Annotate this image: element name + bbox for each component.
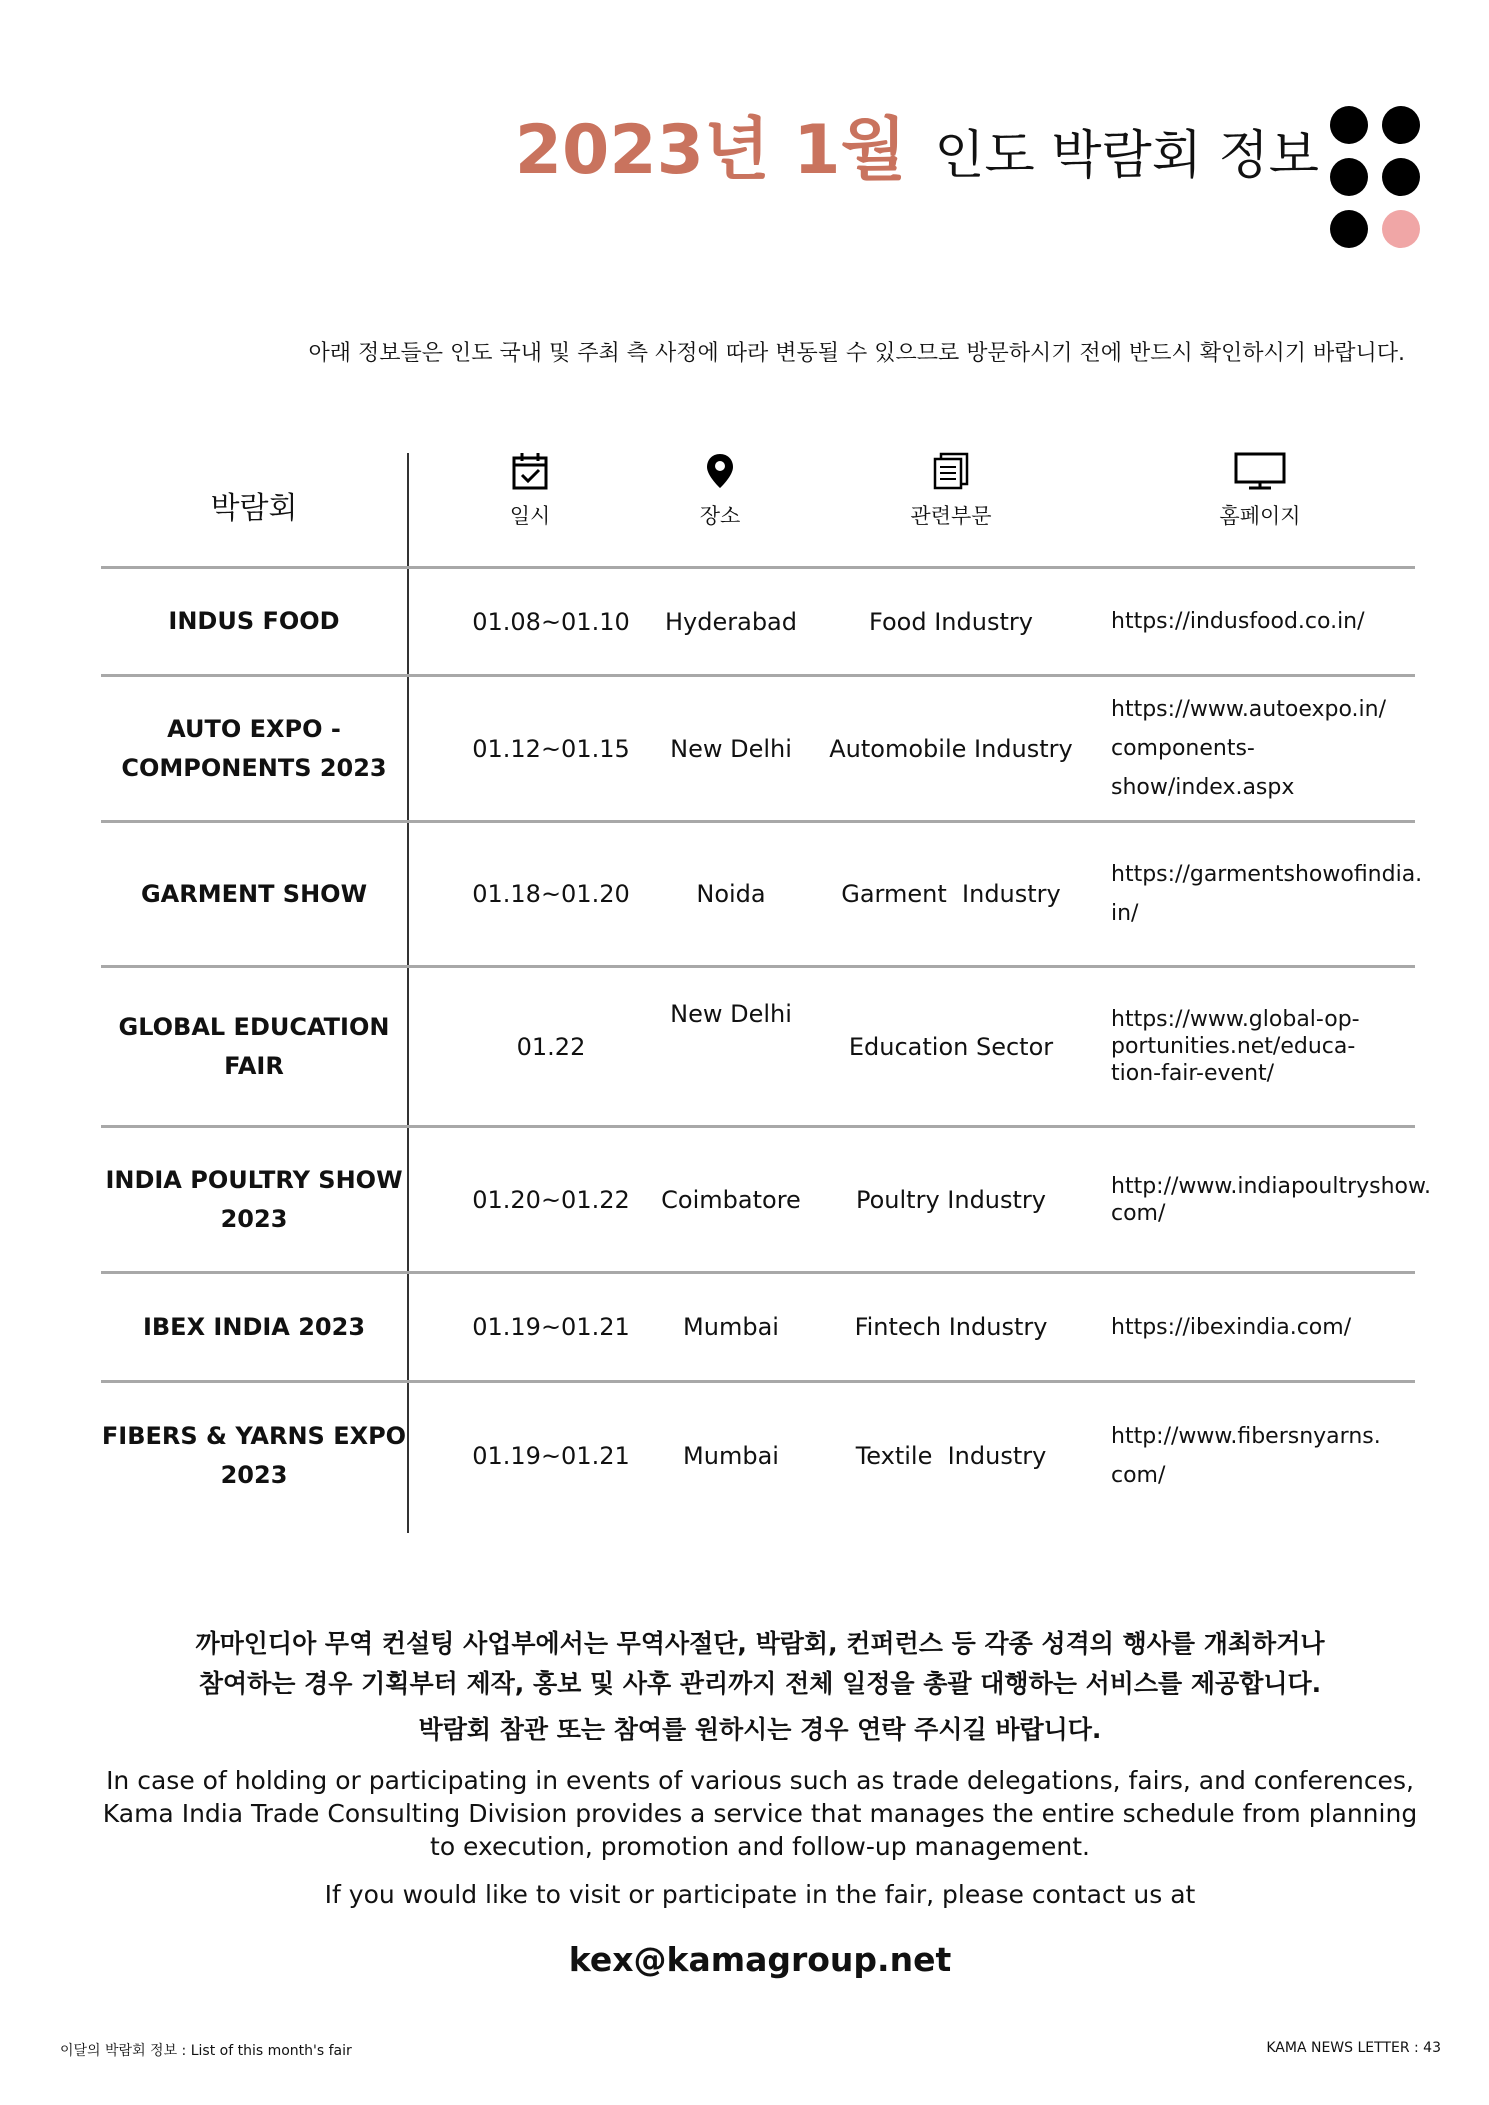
column-header-date-label: 일시 xyxy=(509,504,551,528)
url-line: https://indusfood.co.in/ xyxy=(1111,609,1365,634)
document-icon xyxy=(933,452,969,490)
promo-en-line: to execution, promotion and follow-up management. xyxy=(430,1832,1090,1861)
fair-sector: Education Sector xyxy=(848,1032,1054,1061)
dot-icon xyxy=(1330,106,1368,144)
fair-homepage-link[interactable] xyxy=(1111,1128,1431,1271)
dot-pink-icon xyxy=(1382,210,1420,248)
contact-prompt: If you would like to visit or participate in the fair, please contact us at xyxy=(324,1880,1196,1909)
fair-sector: Fintech Industry xyxy=(854,1313,1048,1341)
fair-venue: New Delhi xyxy=(670,734,792,763)
promo-ko-line: 까마인디아 무역 컨설팅 사업부에서는 무역사절단, 박람회, 컨퍼런스 등 각종 성격의 행사를 개최하거나 xyxy=(195,1629,1325,1658)
column-header-homepage xyxy=(1180,452,1340,530)
table-row xyxy=(101,1274,1415,1380)
column-header-venue xyxy=(645,452,795,530)
fair-date: 01.19~01.21 xyxy=(472,1441,630,1470)
fair-homepage-link[interactable] xyxy=(1111,569,1415,674)
fair-homepage-link[interactable] xyxy=(1111,1274,1415,1380)
fair-name-line: COMPONENTS 2023 xyxy=(121,753,387,782)
fair-date: 01.19~01.21 xyxy=(472,1313,630,1341)
fair-name xyxy=(101,1383,407,1528)
title-date: 2023년 1월 xyxy=(514,111,907,190)
fair-name-line: INDUS FOOD xyxy=(168,607,340,635)
fair-venue: Mumbai xyxy=(683,1313,779,1341)
dot-icon xyxy=(1382,158,1420,196)
table-row xyxy=(101,823,1423,965)
url-line: in/ xyxy=(1111,901,1139,926)
url-line: https://www.autoexpo.in/ xyxy=(1111,697,1386,722)
decorative-dots xyxy=(1330,106,1422,250)
promo-en-line: In case of holding or participating in events of various such as trade delegations, fairs, and conferences, xyxy=(106,1766,1414,1795)
fair-sector: Textile Industry xyxy=(855,1441,1047,1470)
monitor-icon xyxy=(1234,452,1286,490)
fair-name xyxy=(101,569,407,674)
page-title xyxy=(515,96,1319,193)
footer-section-label: 이달의 박람회 정보 : List of this month's fair xyxy=(60,2043,352,2059)
promo-en-line: Kama India Trade Consulting Division provides a service that manages the entire schedule from planning xyxy=(102,1799,1418,1828)
fair-date: 01.12~01.15 xyxy=(472,734,630,763)
fair-venue: New Delhi xyxy=(670,1000,792,1028)
fair-venue: Coimbatore xyxy=(661,1185,801,1214)
fair-date: 01.18~01.20 xyxy=(472,880,630,908)
fair-name-line: 2023 xyxy=(220,1460,288,1489)
column-header-fair: 박람회 xyxy=(210,491,298,526)
url-line: https://ibexindia.com/ xyxy=(1111,1314,1352,1340)
url-line: com/ xyxy=(1111,1462,1166,1488)
url-line: components-show/index.aspx xyxy=(1111,736,1295,800)
table-row xyxy=(101,677,1415,820)
table-row xyxy=(101,569,1415,674)
dot-icon xyxy=(1330,210,1368,248)
column-header-venue-label: 장소 xyxy=(699,504,741,528)
promo-english xyxy=(100,1764,1420,1863)
fair-name-line: INDIA POULTRY SHOW xyxy=(105,1165,403,1194)
fair-homepage-link[interactable] xyxy=(1111,968,1415,1125)
fair-sector: Garment Industry xyxy=(841,880,1061,908)
fair-homepage-link[interactable] xyxy=(1111,1383,1415,1528)
url-line: http://www.indiapoultryshow. xyxy=(1111,1173,1431,1199)
fair-homepage-link[interactable] xyxy=(1111,823,1423,965)
url-line: portunities.net/educa- xyxy=(1111,1034,1356,1059)
dot-icon xyxy=(1382,106,1420,144)
fair-name-line: IBEX INDIA 2023 xyxy=(142,1312,366,1341)
fair-name xyxy=(101,823,407,965)
fair-venue: Mumbai xyxy=(683,1441,779,1470)
calendar-icon xyxy=(512,452,548,490)
column-header-homepage-label: 홈페이지 xyxy=(1219,504,1301,528)
fair-name xyxy=(101,1274,407,1380)
column-header-sector-label: 관련부문 xyxy=(910,504,992,528)
fair-homepage-link[interactable] xyxy=(1111,677,1415,820)
fair-name-line: GLOBAL EDUCATION xyxy=(118,1012,390,1041)
fair-name-line: FIBERS & YARNS EXPO xyxy=(101,1421,407,1450)
notice-text: 아래 정보들은 인도 국내 및 주최 측 사정에 따라 변동될 수 있으므로 방문하시기 전에 반드시 확인하시기 바랍니다. xyxy=(308,341,1405,366)
fair-venue: Hyderabad xyxy=(665,607,797,636)
promo-ko-line: 참여하는 경우 기획부터 제작, 홍보 및 사후 관리까지 전체 일정을 총괄 대행하는 서비스를 제공합니다. xyxy=(198,1669,1322,1698)
fair-name xyxy=(101,968,407,1125)
footer-page-number: KAMA NEWS LETTER : 43 xyxy=(1266,2040,1441,2056)
column-header-sector xyxy=(866,452,1036,530)
table-row xyxy=(101,1128,1431,1271)
fair-date: 01.20~01.22 xyxy=(472,1185,630,1214)
fair-date: 01.08~01.10 xyxy=(472,607,630,636)
location-pin-icon xyxy=(705,452,735,490)
table-row xyxy=(101,968,1415,1125)
fair-venue: Noida xyxy=(696,880,766,908)
fair-sector: Poultry Industry xyxy=(855,1185,1046,1214)
column-header-date xyxy=(455,452,605,530)
fair-name xyxy=(101,677,407,820)
fair-name-line: GARMENT SHOW xyxy=(140,879,368,908)
url-line: tion-fair-event/ xyxy=(1111,1061,1275,1086)
promo-korean xyxy=(100,1624,1420,1750)
contact-email-link[interactable]: kex@kamagroup.net xyxy=(568,1940,952,1979)
fair-date: 01.22 xyxy=(516,1032,586,1061)
fair-name-line: 2023 xyxy=(220,1204,288,1233)
url-line: https://garmentshowofindia. xyxy=(1111,862,1423,887)
fair-name xyxy=(101,1128,407,1271)
fair-sector: Food Industry xyxy=(869,607,1033,636)
url-line: http://www.fibersnyarns. xyxy=(1111,1423,1381,1449)
fair-name-line: FAIR xyxy=(224,1051,284,1080)
promo-ko-line: 박람회 참관 또는 참여를 원하시는 경우 연락 주시길 바랍니다. xyxy=(418,1715,1102,1744)
fair-name-line: AUTO EXPO - xyxy=(167,714,341,743)
table-row xyxy=(101,1383,1415,1528)
url-line: https://www.global-op- xyxy=(1111,1007,1360,1032)
fair-sector: Automobile Industry xyxy=(829,734,1073,763)
title-text: 인도 박람회 정보 xyxy=(934,126,1319,186)
dot-icon xyxy=(1330,158,1368,196)
url-line: com/ xyxy=(1111,1200,1166,1226)
